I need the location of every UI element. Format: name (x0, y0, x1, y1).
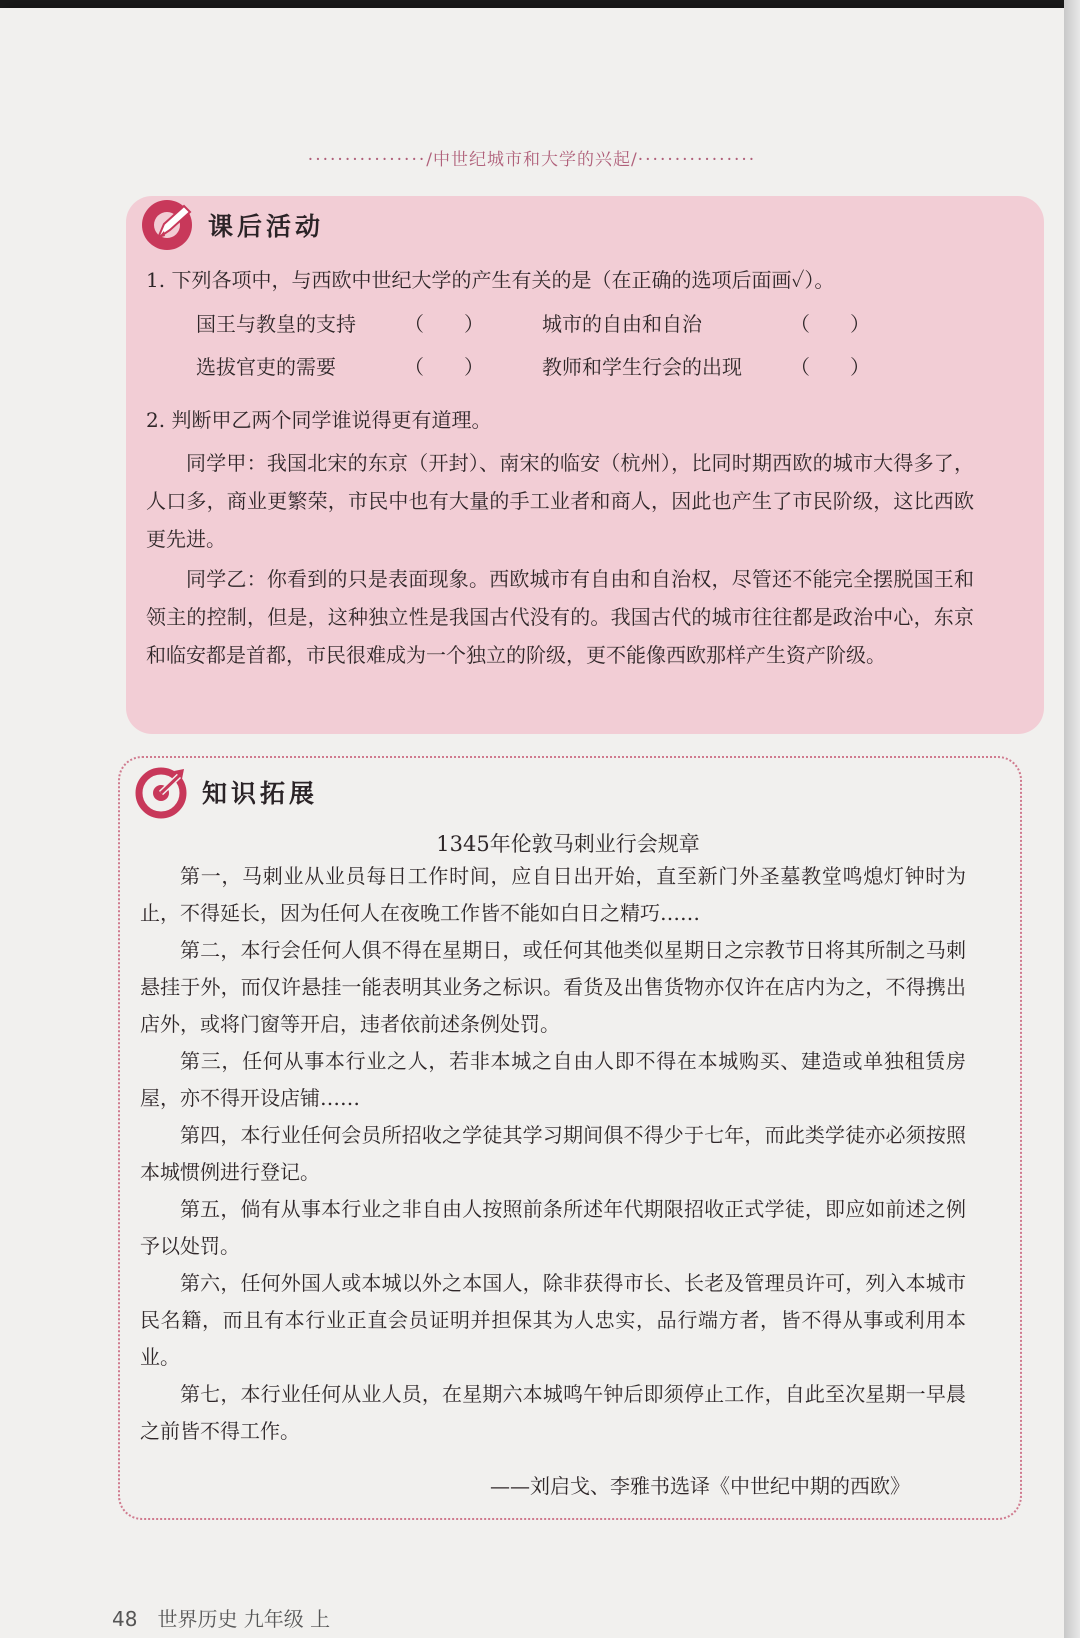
q1-option-text: 城市的自由和自治 (542, 312, 702, 336)
q2-prompt: 2. 判断甲乙两个同学谁说得更有道理。 (146, 408, 492, 432)
q1-option-text: 教师和学生行会的出现 (542, 355, 742, 379)
q1-prompt: 1. 下列各项中，与西欧中世纪大学的产生有关的是（在正确的选项后面画✓）。 (146, 268, 835, 292)
extension-title: 知识拓展 (202, 779, 319, 808)
target-arrow-icon (134, 765, 188, 819)
page-number: 48 (112, 1607, 138, 1631)
pencil-badge-icon (140, 198, 194, 252)
textbook-page (0, 8, 1064, 1638)
student-b-statement: 同学乙：你看到的只是表面现象。西欧城市有自由和自治权，尽管还不能完全摆脱国王和领主的控制，但是，这种独立性是我国古代没有的。我国古代的城市往往都是政治中心，东京和临安都是首都，市民很难成为一个独立的阶级，更不能像西欧那样产生资产阶级。 (146, 567, 974, 667)
q1-option-blank[interactable]: （ ） (790, 312, 870, 336)
activity-title: 课后活动 (208, 212, 325, 241)
regulation-article: 第六，任何外国人或本城以外之本国人，除非获得市长、长老及管理员许可，列入本城市民名籍，而且有本行业正直会员证明并担保其为人忠实，品行端方者，皆不得从事或利用本业。 (140, 1271, 966, 1369)
regulation-article: 第五，倘有从事本行业之非自由人按照前条所述年代期限招收正式学徒，即应如前述之例予以处罚。 (140, 1197, 966, 1258)
source-citation: ——刘启戈、李雅书选译《中世纪中期的西欧》 (490, 1474, 910, 1498)
q1-option-blank[interactable]: （ ） (790, 355, 870, 379)
document-title: 1345年伦敦马刺业行会规章 (436, 832, 700, 856)
page-footer (112, 1603, 330, 1632)
running-head: ················/中世纪城市和大学的兴起/················ (307, 150, 757, 170)
q1-option-blank[interactable]: （ ） (404, 355, 484, 379)
regulation-article: 第一，马刺业从业员每日工作时间，应自日出开始，直至新门外圣墓教堂鸣熄灯钟时为止，不得延长，因为任何人在夜晚工作皆不能如白日之精巧…… (140, 864, 966, 925)
running-title: 中世纪城市和大学的兴起 (433, 150, 631, 170)
activity-heading (140, 198, 324, 252)
book-title: 世界历史 九年级 上 (157, 1607, 331, 1631)
student-a-statement: 同学甲：我国北宋的东京（开封）、南宋的临安（杭州），比同时期西欧的城市大得多了，人口多，商业更繁荣，市民中也有大量的手工业者和商人，因此也产生了市民阶级，这比西欧更先进。 (146, 451, 974, 551)
q1-option-text: 选拔官吏的需要 (196, 355, 336, 379)
page-edge (1064, 0, 1080, 1638)
regulation-article: 第四，本行业任何会员所招收之学徒其学习期间俱不得少于七年，而此类学徒亦必须按照本城惯例进行登记。 (140, 1123, 966, 1184)
regulation-article: 第七，本行业任何从业人员，在星期六本城鸣午钟后即须停止工作，自此至次星期一早晨之前皆不得工作。 (140, 1382, 966, 1443)
q1-option-blank[interactable]: （ ） (404, 312, 484, 336)
regulation-article: 第二，本行会任何人俱不得在星期日，或任何其他类似星期日之宗教节日将其所制之马刺悬挂于外，而仅许悬挂一能表明其业务之标识。看货及出售货物亦仅许在店内为之，不得携出店外，或将门窗等开启，违者依前述条例处罚。 (140, 938, 966, 1036)
q1-option-text: 国王与教皇的支持 (196, 312, 356, 336)
regulation-article: 第三，任何从事本行业之人，若非本城之自由人即不得在本城购买、建造或单独租赁房屋，亦不得开设店铺…… (140, 1049, 966, 1110)
extension-heading (134, 765, 318, 819)
